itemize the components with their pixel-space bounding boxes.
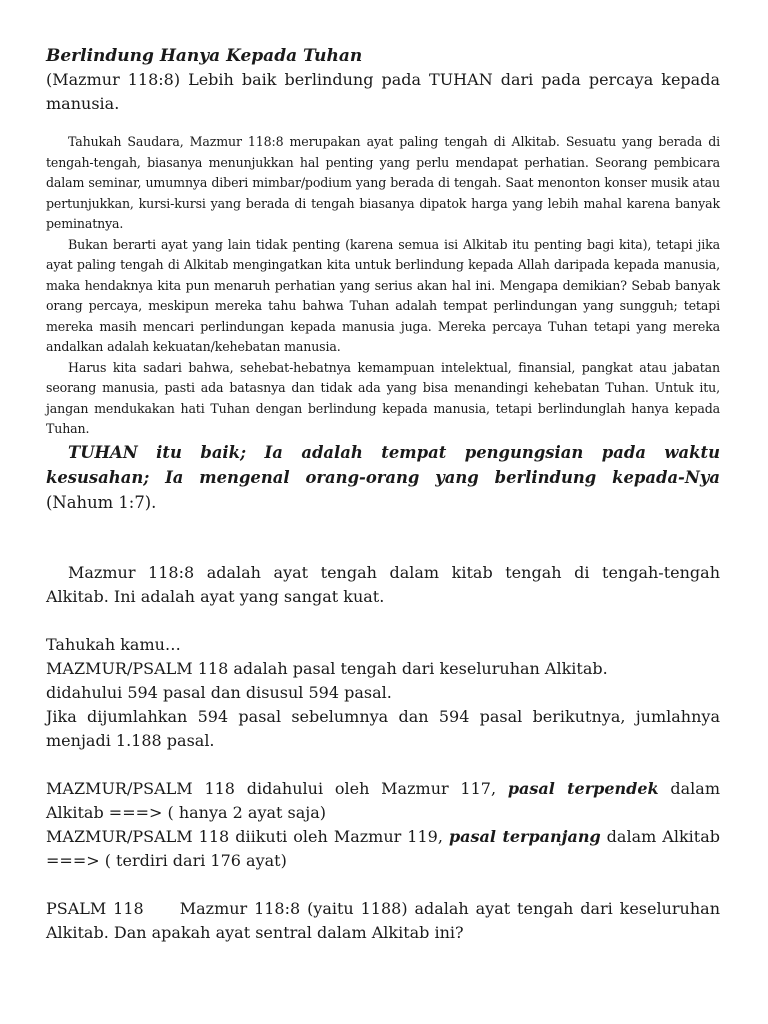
previous-psalm-detail: dalam Alkitab ===> ( hanya 2 ayat saja) [46, 778, 721, 822]
shortest-chapter-emphasis: pasal terpendek [507, 778, 659, 798]
previous-psalm-text: MAZMUR/PSALM 118 didahului oleh Mazmur 117, [46, 778, 508, 798]
neighbors-section [46, 777, 720, 873]
intro-paragraph: Harus kita sadari bahwa, sehebat-hebatnya kemampuan intelektual, finansial, pangkat atau jabatan seorang manusia, pasti ada batasnya dan tidak ada yang bisa menandingi kehebatan Tuhan. Untuk itu, jangan mendukakan hati Tuhan dengan berlindung kepada manusia, tetapi berlindunglah hanya kepada Tuhan. [46, 359, 720, 436]
intro-paragraph: Tahukah Saudara, Mazmur 118:8 merupakan ayat paling tengah di Alkitab. Sesuatu yang berada di tengah-tengah, biasanya menunjukkan hal penting yang perlu mendapat perhatian. Seorang pembicara dalam seminar, umumnya diberi mimbar/podium yang berada di tengah. Saat menonton konser musik atau pertunjukkan, kursi-kursi yang berada di tengah biasanya dipatok harga yang lebih mahal karena banyak peminatnya. [46, 134, 720, 231]
nahum-quote-paragraph [46, 440, 720, 515]
intro-paragraph: Bukan berarti ayat yang lain tidak penting (karena semua isi Alkitab itu penting bagi kita), tetapi jika ayat paling tengah di Alkitab mengingatkan kita untuk berlindung kepada Allah daripada kepada manusia, maka hendaknya kita pun menaruh perhatian yang serius akan hal ini. Mengapa demikian? Sebab banyak orang percaya, meskipun mereka tahu bahwa Tuhan adalah tempat perlindungan yang sungguh; tetapi mereka masih mencari perlindungan kepada manusia juga. Mereka percaya Tuhan tetapi yang mereka andalkan adalah kekuatan/kehebatan manusia. [46, 236, 720, 354]
nahum-reference: (Nahum 1:7). [46, 492, 157, 512]
closing-text: Mazmur 118:8 (yaitu 1188) adalah ayat tengah dari keseluruhan Alkitab. Dan apakah ayat sentral dalam Alkitab ini? [46, 898, 721, 942]
fact-line: Jika dijumlahkan 594 pasal sebelumnya dan 594 pasal berikutnya, jumlahnya menjadi 1.188 pasal. [46, 706, 720, 750]
document-page [46, 44, 720, 945]
longest-chapter-emphasis: pasal terpanjang [448, 826, 601, 846]
nahum-quote: TUHAN itu baik; Ia adalah tempat pengungsian pada waktu kesusahan; Ia mengenal orang-orang yang berlindung kepada-Nya [46, 442, 720, 487]
facts-section [46, 633, 720, 753]
intro-section [46, 132, 720, 440]
facts-intro: Tahukah kamu… [46, 634, 181, 654]
fact-line: didahului 594 pasal dan disusul 594 pasal. [46, 682, 392, 702]
key-verse: (Mazmur 118:8) Lebih baik berlindung pada TUHAN dari pada percaya kepada manusia. [46, 70, 720, 113]
closing-paragraph [46, 897, 720, 945]
document-title: Berlindung Hanya Kepada Tuhan [46, 46, 363, 66]
next-psalm-text: MAZMUR/PSALM 118 diikuti oleh Mazmur 119, [46, 826, 449, 846]
next-psalm-detail: dalam Alkitab ===> ( terdiri dari 176 ayat) [46, 826, 721, 870]
closing-label: PSALM 118 [46, 898, 144, 918]
previous-psalm-line [46, 777, 720, 825]
middle-verse-paragraph: Mazmur 118:8 adalah ayat tengah dalam kitab tengah di tengah-tengah Alkitab. Ini adalah ayat yang sangat kuat. [46, 562, 720, 606]
next-psalm-line [46, 825, 720, 873]
fact-line: MAZMUR/PSALM 118 adalah pasal tengah dari keseluruhan Alkitab. [46, 658, 608, 678]
